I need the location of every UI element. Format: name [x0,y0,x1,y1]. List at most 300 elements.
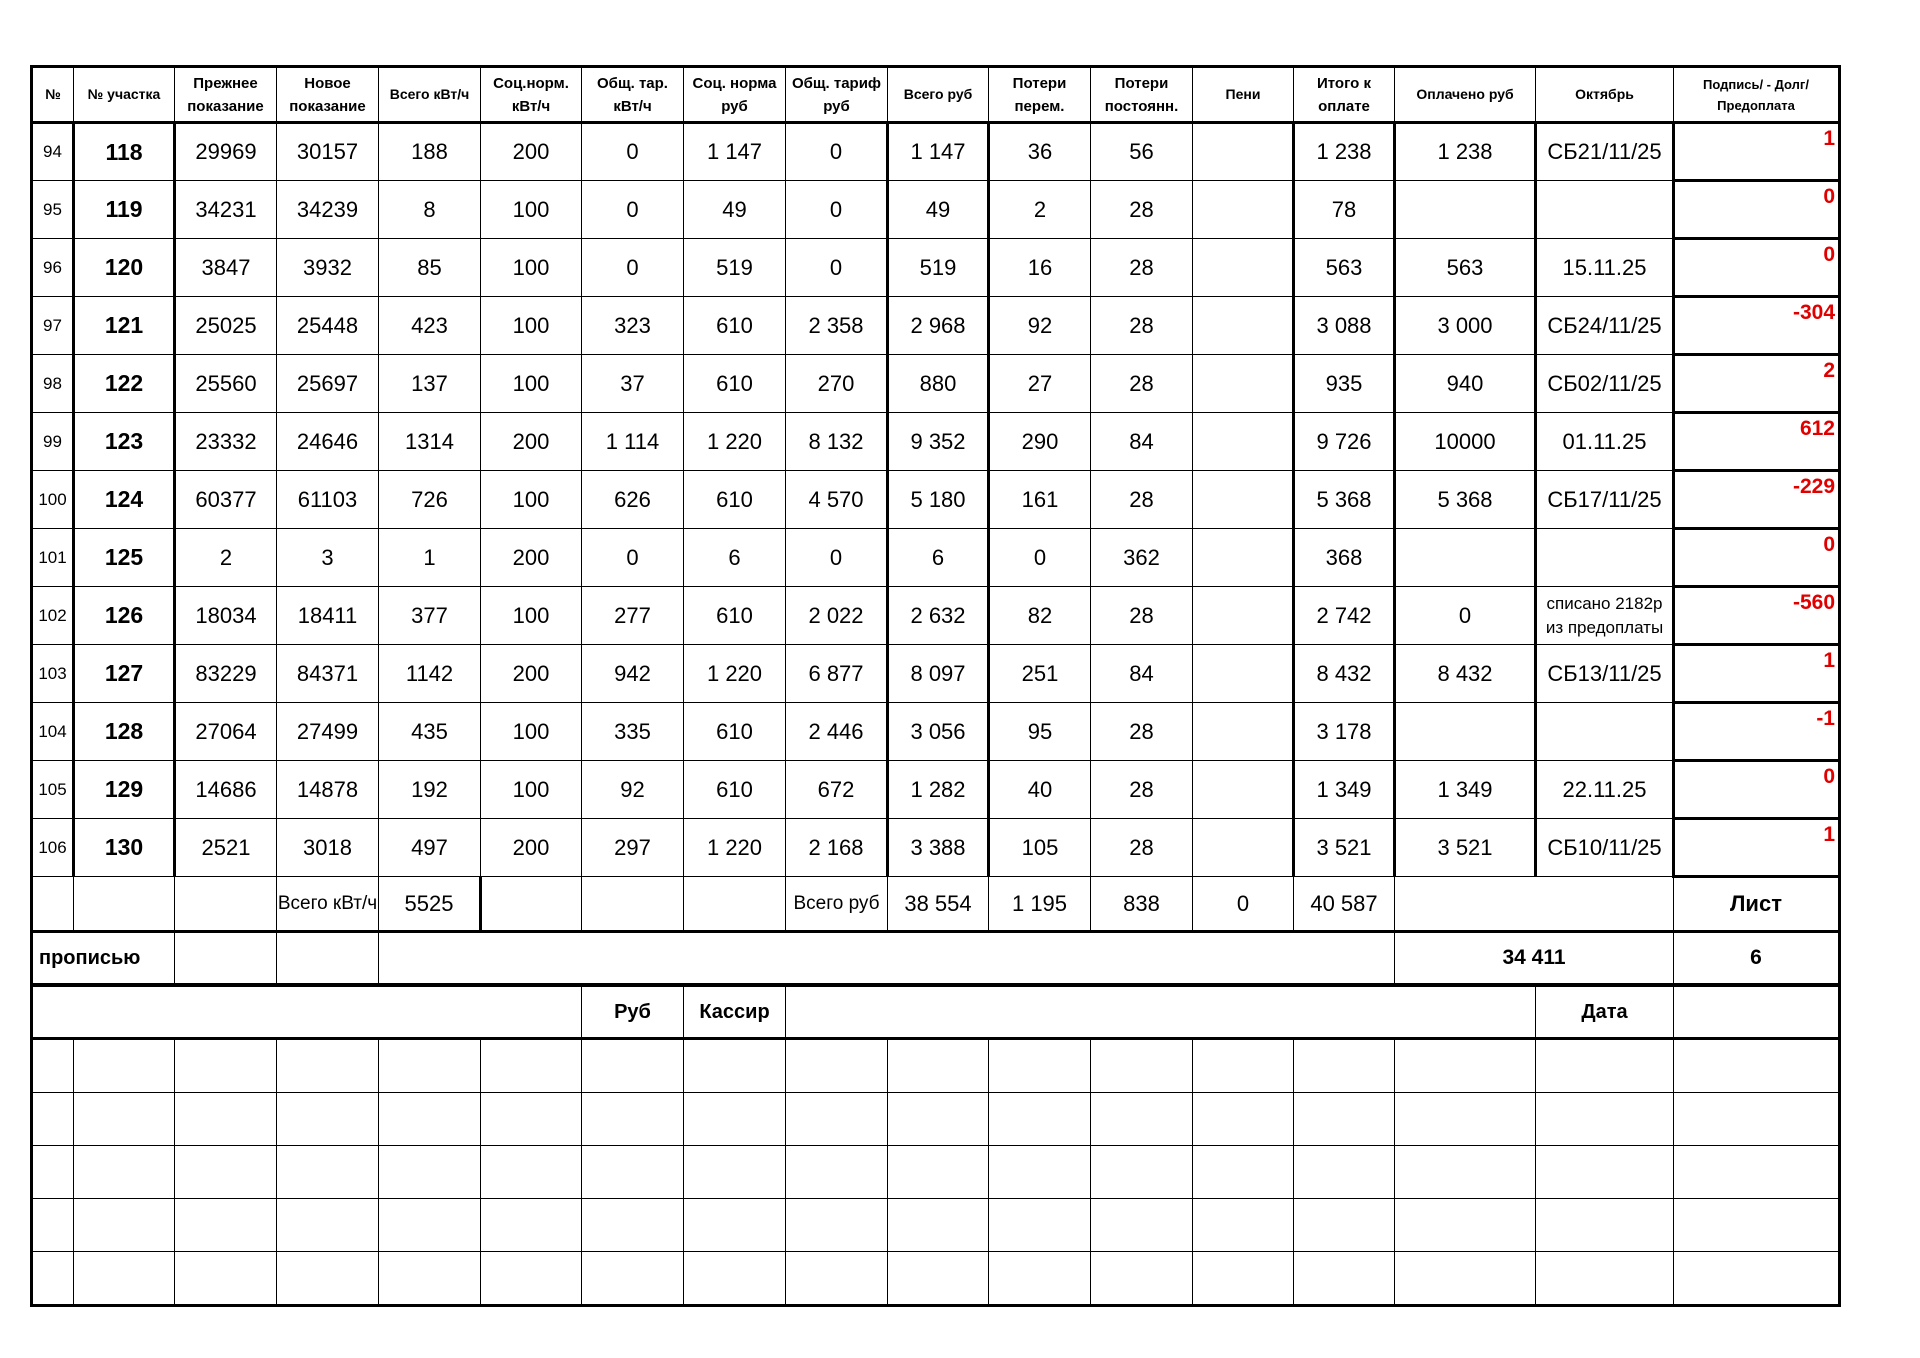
cell-loss-variable: 251 [989,645,1091,703]
blank-cell [1091,1146,1193,1199]
cell-general-kwh: 0 [582,239,684,297]
blank-cell [1674,1093,1840,1146]
blank-cell [379,1199,481,1252]
cell-general-rub: 2 022 [786,587,888,645]
table-row [32,529,1840,587]
cell-paid: 1 238 [1395,123,1536,181]
cell-new-reading: 25448 [277,297,379,355]
words-paid-total: 34 411 [1395,932,1674,986]
cell-due: 368 [1294,529,1395,587]
blank-cell [888,1146,989,1199]
blank-cell [277,1093,379,1146]
cell-index: 97 [32,297,74,355]
cell-social-kwh: 100 [481,297,582,355]
cell-penalty [1193,181,1294,239]
cell-total-kwh: 435 [379,703,481,761]
cell-general-kwh: 92 [582,761,684,819]
cashier-empty-1 [32,985,582,1039]
blank-row [32,1146,1840,1199]
cell-index: 96 [32,239,74,297]
cell-total-rub: 519 [888,239,989,297]
blank-cell [175,1252,277,1306]
cell-loss-variable: 2 [989,181,1091,239]
cell-total-rub: 5 180 [888,471,989,529]
sheet-number: 6 [1674,932,1840,986]
cell-due: 935 [1294,355,1395,413]
cell-prev-reading: 3847 [175,239,277,297]
words-empty-1 [175,932,277,986]
cell-general-kwh: 297 [582,819,684,877]
blank-cell [1395,1252,1536,1306]
cell-month: 01.11.25 [1536,413,1674,471]
cell-loss-constant: 84 [1091,413,1193,471]
blank-cell [1091,1199,1193,1252]
cell-general-kwh: 0 [582,181,684,239]
col-header-prev-reading: Прежнее показание [175,67,277,123]
cell-total-kwh: 377 [379,587,481,645]
blank-cell [1536,1093,1674,1146]
cell-month [1536,703,1674,761]
blank-cell [989,1199,1091,1252]
cell-total-kwh: 497 [379,819,481,877]
cell-total-rub: 1 147 [888,123,989,181]
cell-social-rub: 519 [684,239,786,297]
cell-new-reading: 3932 [277,239,379,297]
cell-loss-variable: 105 [989,819,1091,877]
cell-balance: 0 [1674,761,1840,819]
cell-new-reading: 34239 [277,181,379,239]
blank-cell [32,1093,74,1146]
cell-total-kwh: 726 [379,471,481,529]
blank-cell [1193,1146,1294,1199]
blank-cell [481,1093,582,1146]
cell-total-rub: 9 352 [888,413,989,471]
cell-balance: 2 [1674,355,1840,413]
cell-month [1536,181,1674,239]
cell-due: 1 238 [1294,123,1395,181]
cashier-label: Кассир [684,985,786,1039]
totals-rub-value: 38 554 [888,877,989,932]
cell-balance: -1 [1674,703,1840,761]
cell-social-rub: 6 [684,529,786,587]
cell-balance: 0 [1674,181,1840,239]
cell-total-rub: 6 [888,529,989,587]
blank-cell [1193,1252,1294,1306]
cell-due: 1 349 [1294,761,1395,819]
cell-penalty [1193,645,1294,703]
cell-paid: 10000 [1395,413,1536,471]
cell-prev-reading: 27064 [175,703,277,761]
cell-due: 3 521 [1294,819,1395,877]
cell-total-rub: 2 968 [888,297,989,355]
totals-empty-6 [481,877,582,932]
cell-paid [1395,181,1536,239]
col-header-index: № [32,67,74,123]
totals-rub-label: Всего руб [786,877,888,932]
cell-social-rub: 610 [684,587,786,645]
totals-empty-2 [74,877,175,932]
cell-total-kwh: 192 [379,761,481,819]
blank-cell [175,1146,277,1199]
col-header-due: Итого к оплате [1294,67,1395,123]
cell-loss-constant: 28 [1091,703,1193,761]
cell-loss-constant: 84 [1091,645,1193,703]
cell-due: 3 088 [1294,297,1395,355]
cell-total-kwh: 8 [379,181,481,239]
cashier-signature-field [786,985,1536,1039]
cell-due: 8 432 [1294,645,1395,703]
cell-general-kwh: 0 [582,123,684,181]
cell-general-rub: 0 [786,123,888,181]
table-row [32,819,1840,877]
cell-loss-constant: 28 [1091,587,1193,645]
cell-month [1536,529,1674,587]
blank-cell [1674,1199,1840,1252]
blank-cell [32,1252,74,1306]
cell-month: СБ13/11/25 [1536,645,1674,703]
col-header-social-kwh: Соц.норм. кВт/ч [481,67,582,123]
table-row [32,761,1840,819]
totals-due: 40 587 [1294,877,1395,932]
blank-cell [1536,1252,1674,1306]
blank-cell [1395,1039,1536,1093]
blank-cell [1536,1039,1674,1093]
cell-general-rub: 2 168 [786,819,888,877]
cell-general-rub: 6 877 [786,645,888,703]
cell-loss-constant: 28 [1091,297,1193,355]
cell-loss-variable: 36 [989,123,1091,181]
cell-loss-variable: 82 [989,587,1091,645]
cell-month: СБ21/11/25 [1536,123,1674,181]
cell-loss-constant: 362 [1091,529,1193,587]
cell-paid: 5 368 [1395,471,1536,529]
cell-prev-reading: 83229 [175,645,277,703]
table-row [32,297,1840,355]
cell-total-rub: 3 388 [888,819,989,877]
blank-cell [175,1093,277,1146]
cell-index: 105 [32,761,74,819]
blank-cell [32,1039,74,1093]
cell-social-rub: 49 [684,181,786,239]
blank-cell [684,1252,786,1306]
blank-cell [888,1252,989,1306]
cell-total-rub: 2 632 [888,587,989,645]
cell-penalty [1193,587,1294,645]
col-header-general-rub: Общ. тариф руб [786,67,888,123]
cell-prev-reading: 29969 [175,123,277,181]
cell-social-rub: 1 220 [684,413,786,471]
cell-loss-variable: 290 [989,413,1091,471]
cell-penalty [1193,297,1294,355]
blank-cell [481,1039,582,1093]
cell-plot: 121 [74,297,175,355]
cell-month: 15.11.25 [1536,239,1674,297]
cell-social-rub: 1 220 [684,819,786,877]
cell-new-reading: 61103 [277,471,379,529]
cell-total-rub: 1 282 [888,761,989,819]
cell-social-rub: 610 [684,761,786,819]
cell-balance: 1 [1674,819,1840,877]
cell-social-kwh: 100 [481,761,582,819]
cell-plot: 130 [74,819,175,877]
table-row [32,123,1840,181]
cell-month: 22.11.25 [1536,761,1674,819]
col-header-general-kwh: Общ. тар. кВт/ч [582,67,684,123]
cell-balance: 0 [1674,239,1840,297]
cell-social-kwh: 100 [481,355,582,413]
cell-index: 99 [32,413,74,471]
table-row [32,239,1840,297]
cell-month: СБ02/11/25 [1536,355,1674,413]
blank-cell [74,1252,175,1306]
col-header-plot: № участка [74,67,175,123]
blank-cell [786,1039,888,1093]
cell-due: 3 178 [1294,703,1395,761]
blank-cell [1294,1093,1395,1146]
cell-paid [1395,529,1536,587]
cell-general-rub: 270 [786,355,888,413]
blank-cell [1674,1039,1840,1093]
cell-new-reading: 3 [277,529,379,587]
totals-loss-const: 838 [1091,877,1193,932]
blank-cell [989,1039,1091,1093]
cell-general-rub: 0 [786,181,888,239]
blank-cell [989,1093,1091,1146]
cell-due: 2 742 [1294,587,1395,645]
totals-row [32,877,1840,932]
cell-balance: -229 [1674,471,1840,529]
cell-new-reading: 30157 [277,123,379,181]
blank-cell [1091,1039,1193,1093]
col-header-social-rub: Соц. норма руб [684,67,786,123]
cell-total-rub: 8 097 [888,645,989,703]
blank-cell [74,1093,175,1146]
blank-cell [989,1146,1091,1199]
totals-empty-8 [684,877,786,932]
cell-loss-variable: 95 [989,703,1091,761]
cell-penalty [1193,239,1294,297]
cell-total-kwh: 1 [379,529,481,587]
blank-cell [277,1039,379,1093]
cell-general-kwh: 323 [582,297,684,355]
blank-cell [277,1252,379,1306]
totals-empty-1 [32,877,74,932]
cell-social-kwh: 200 [481,645,582,703]
cell-index: 104 [32,703,74,761]
col-header-month: Октябрь [1536,67,1674,123]
cell-penalty [1193,529,1294,587]
blank-cell [1395,1093,1536,1146]
cell-balance: -560 [1674,587,1840,645]
cell-social-rub: 1 220 [684,645,786,703]
cell-social-rub: 1 147 [684,123,786,181]
blank-cell [684,1039,786,1093]
cell-general-rub: 2 358 [786,297,888,355]
cell-total-kwh: 137 [379,355,481,413]
cell-prev-reading: 2521 [175,819,277,877]
header-row [32,67,1840,123]
blank-row [32,1252,1840,1306]
cell-total-kwh: 85 [379,239,481,297]
cell-new-reading: 24646 [277,413,379,471]
cell-balance: 0 [1674,529,1840,587]
blank-cell [379,1039,481,1093]
cell-loss-constant: 28 [1091,819,1193,877]
cell-balance: 1 [1674,645,1840,703]
cell-paid: 3 000 [1395,297,1536,355]
date-field [1674,985,1840,1039]
cell-total-rub: 880 [888,355,989,413]
cell-new-reading: 84371 [277,645,379,703]
cell-penalty [1193,471,1294,529]
blank-cell [684,1199,786,1252]
table-row [32,181,1840,239]
totals-loss-var: 1 195 [989,877,1091,932]
cell-month: списано 2182р из предоплаты [1536,587,1674,645]
cell-due: 9 726 [1294,413,1395,471]
blank-cell [277,1199,379,1252]
cell-paid: 940 [1395,355,1536,413]
blank-row [32,1199,1840,1252]
cell-plot: 127 [74,645,175,703]
blank-cell [582,1199,684,1252]
cell-plot: 118 [74,123,175,181]
table-row [32,703,1840,761]
cell-new-reading: 14878 [277,761,379,819]
blank-cell [684,1146,786,1199]
col-header-new-reading: Новое показание [277,67,379,123]
blank-cell [1294,1146,1395,1199]
blank-cell [786,1146,888,1199]
cell-due: 5 368 [1294,471,1395,529]
cell-paid: 1 349 [1395,761,1536,819]
blank-cell [1193,1093,1294,1146]
cell-paid: 563 [1395,239,1536,297]
words-amount-in-words [379,932,1395,986]
cell-general-kwh: 942 [582,645,684,703]
totals-empty-7 [582,877,684,932]
blank-cell [74,1039,175,1093]
cell-index: 95 [32,181,74,239]
cell-loss-variable: 16 [989,239,1091,297]
blank-cell [1536,1199,1674,1252]
cell-prev-reading: 34231 [175,181,277,239]
cell-new-reading: 18411 [277,587,379,645]
cell-total-kwh: 1142 [379,645,481,703]
totals-empty-15 [1395,877,1674,932]
cell-penalty [1193,761,1294,819]
cell-general-rub: 4 570 [786,471,888,529]
cell-index: 100 [32,471,74,529]
cell-plot: 129 [74,761,175,819]
cell-penalty [1193,413,1294,471]
table-row [32,645,1840,703]
cell-general-rub: 8 132 [786,413,888,471]
blank-cell [481,1199,582,1252]
blank-cell [582,1039,684,1093]
cell-index: 103 [32,645,74,703]
cell-loss-variable: 0 [989,529,1091,587]
cell-plot: 126 [74,587,175,645]
cell-paid: 0 [1395,587,1536,645]
col-header-total-rub: Всего руб [888,67,989,123]
cell-loss-constant: 28 [1091,181,1193,239]
cell-penalty [1193,703,1294,761]
blank-cell [888,1199,989,1252]
sheet-label: Лист [1674,877,1840,932]
cell-general-kwh: 335 [582,703,684,761]
blank-cell [1091,1093,1193,1146]
cell-prev-reading: 18034 [175,587,277,645]
cell-due: 78 [1294,181,1395,239]
cell-social-kwh: 100 [481,239,582,297]
blank-cell [989,1252,1091,1306]
cell-due: 563 [1294,239,1395,297]
words-empty-2 [277,932,379,986]
cell-new-reading: 25697 [277,355,379,413]
blank-cell [74,1199,175,1252]
blank-cell [786,1093,888,1146]
cell-paid [1395,703,1536,761]
rub-label: Руб [582,985,684,1039]
cell-general-rub: 0 [786,529,888,587]
blank-cell [277,1146,379,1199]
cell-loss-variable: 92 [989,297,1091,355]
cell-prev-reading: 2 [175,529,277,587]
cell-general-rub: 672 [786,761,888,819]
cell-paid: 8 432 [1395,645,1536,703]
cell-social-kwh: 200 [481,819,582,877]
cell-loss-constant: 56 [1091,123,1193,181]
cell-prev-reading: 14686 [175,761,277,819]
blank-cell [1536,1146,1674,1199]
cell-plot: 124 [74,471,175,529]
blank-cell [481,1252,582,1306]
cell-prev-reading: 25560 [175,355,277,413]
cell-paid: 3 521 [1395,819,1536,877]
cell-month: СБ17/11/25 [1536,471,1674,529]
cell-social-rub: 610 [684,703,786,761]
cell-penalty [1193,355,1294,413]
cell-prev-reading: 60377 [175,471,277,529]
table-row [32,355,1840,413]
cell-general-kwh: 37 [582,355,684,413]
blank-cell [175,1039,277,1093]
cell-prev-reading: 23332 [175,413,277,471]
cell-index: 102 [32,587,74,645]
blank-cell [582,1093,684,1146]
cell-balance: 1 [1674,123,1840,181]
blank-row [32,1039,1840,1093]
blank-cell [582,1252,684,1306]
date-label: Дата [1536,985,1674,1039]
cell-social-kwh: 200 [481,123,582,181]
table-row [32,471,1840,529]
cell-balance: -304 [1674,297,1840,355]
blank-cell [888,1039,989,1093]
cell-social-kwh: 100 [481,587,582,645]
cell-plot: 123 [74,413,175,471]
blank-cell [1294,1199,1395,1252]
cell-general-rub: 0 [786,239,888,297]
cell-plot: 128 [74,703,175,761]
blank-cell [1294,1252,1395,1306]
cell-month: СБ24/11/25 [1536,297,1674,355]
blank-cell [1294,1039,1395,1093]
totals-empty-3 [175,877,277,932]
col-header-total-kwh: Всего кВт/ч [379,67,481,123]
blank-row [32,1093,1840,1146]
